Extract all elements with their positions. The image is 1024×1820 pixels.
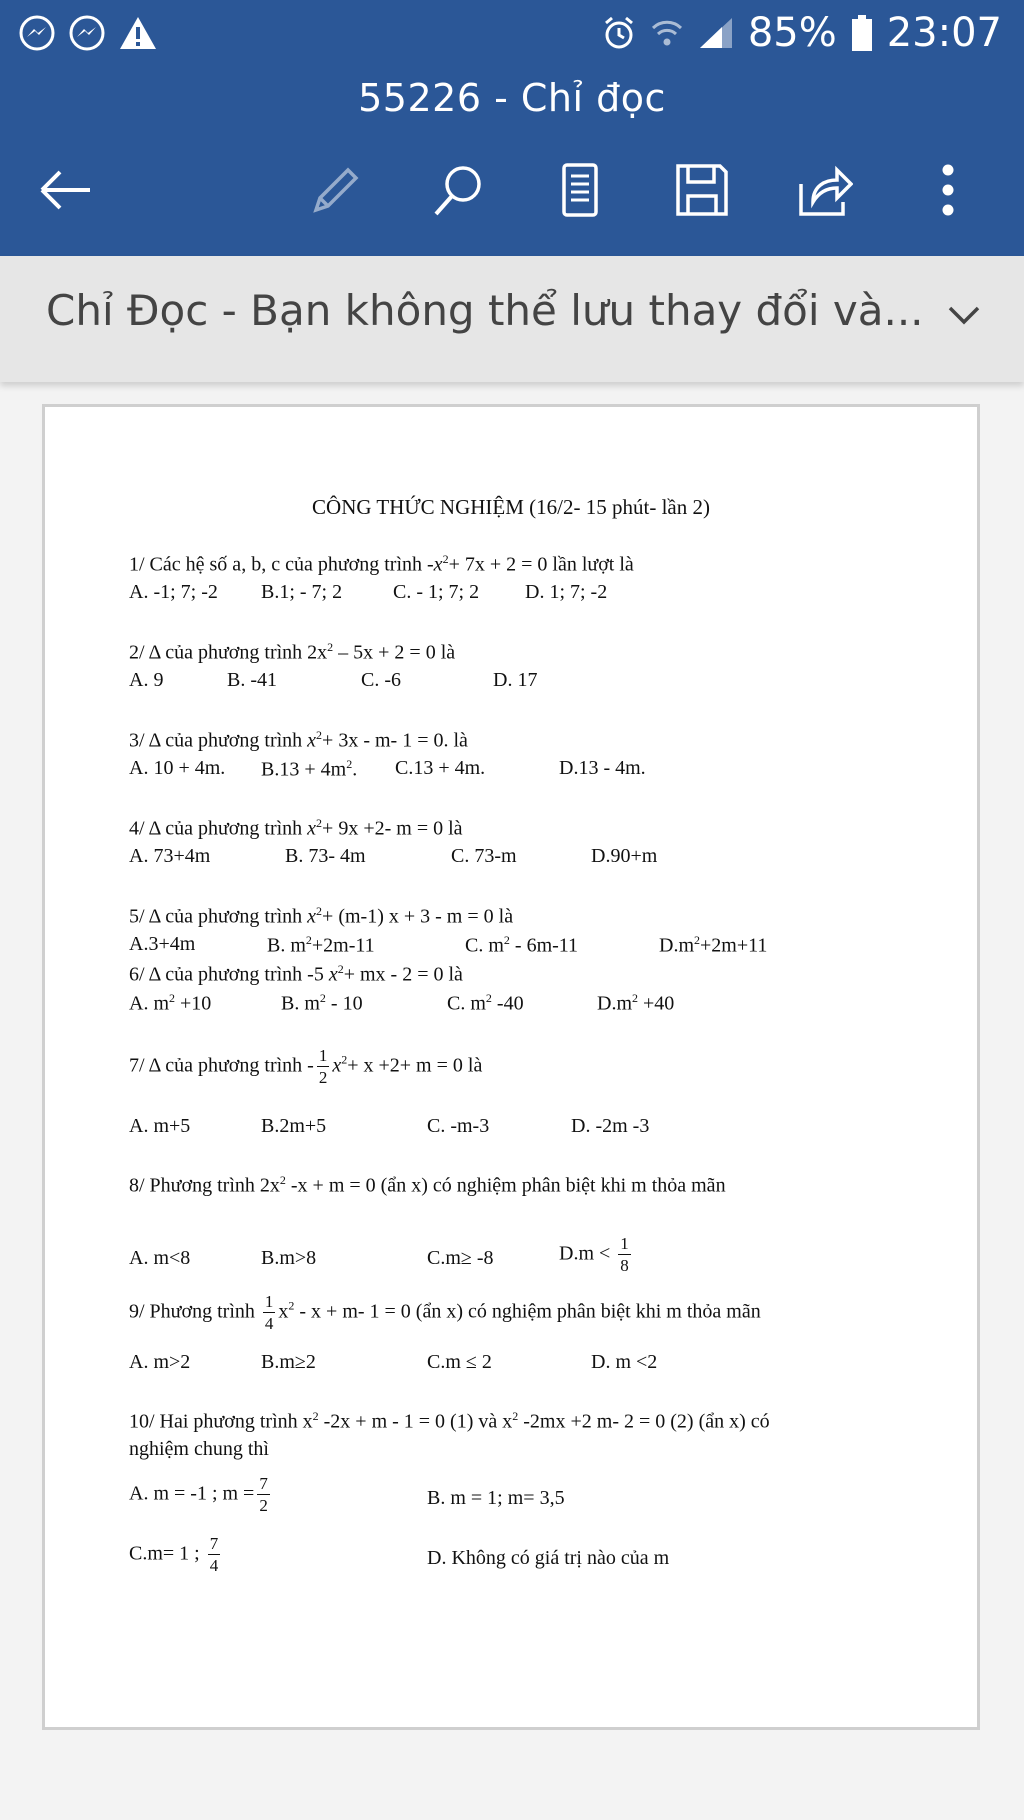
q5-option-a: A.3+4m — [129, 933, 196, 955]
q4-option-c: C. 73-m — [451, 845, 517, 867]
q1-option-c: C. - 1; 7; 2 — [393, 581, 480, 603]
fraction-seven-quarters: $\frac{7}{4}$ — [209, 1534, 219, 1576]
q10-option-b: B. m = 1; m= 3,5 — [427, 1487, 565, 1509]
pencil-icon — [308, 162, 364, 218]
q1-option-d: D. 1; 7; -2 — [525, 581, 608, 603]
q4-option-d: D.90+m — [591, 845, 658, 867]
question-3: 3/ Δ của phương trình $x^2+ 3x - m-$ 1 = 0. là — [129, 728, 468, 752]
q7-option-c: C. -m-3 — [427, 1115, 490, 1137]
fraction-one-eighth: $\frac{1}{8}$ — [620, 1234, 629, 1276]
banner-message: Chỉ Đọc - Bạn không thể lưu thay đổi và... — [46, 286, 924, 335]
document-title: 55226 - Chỉ đọc — [358, 76, 666, 120]
question-10: 10/ Hai phương trình $x^2$ -2x + m - 1 = 0 (1) và $x^2$ -2mx +2 m- 2 = 0 (2) (ẩn x) có — [129, 1409, 770, 1433]
search-icon — [430, 162, 486, 218]
fraction-seven-halves: $\frac{7}{2}$ — [259, 1474, 268, 1516]
save-button[interactable] — [672, 160, 732, 220]
warning-icon — [118, 14, 158, 52]
question-5: 5/ Δ của phương trình $x^2+ (m-1) x + 3 - m = 0$ là — [129, 904, 514, 928]
q7-option-d: D. -2m -3 — [571, 1115, 650, 1137]
q8-option-d: D.m < $\frac{1}{8}$ — [559, 1234, 629, 1276]
q10-option-d: D. Không có giá trị nào của m — [427, 1547, 670, 1569]
clock: 23:07 — [886, 10, 1002, 56]
q9-option-c: C.m ≤ 2 — [427, 1351, 492, 1373]
q2-option-a: A. 9 — [129, 669, 164, 691]
q2-option-b: B. -41 — [227, 669, 277, 691]
wifi-icon — [650, 16, 684, 50]
q8-option-a: A. m<8 — [129, 1247, 191, 1269]
q7-option-a: A. m+5 — [129, 1115, 191, 1137]
reading-view-button[interactable] — [550, 160, 610, 220]
q3-option-d: D.13 - 4m. — [559, 757, 646, 779]
share-button[interactable] — [794, 160, 854, 220]
share-icon — [795, 162, 853, 218]
q3-option-b: $B.13 + 4m^2$. — [261, 757, 358, 781]
q10-option-a: A. m = -1 ; m = $\frac{7}{2}$ — [129, 1474, 268, 1516]
app-bar — [0, 68, 1024, 256]
edit-button[interactable] — [306, 160, 366, 220]
question-8: 8/ Phương trình $2x^2$ -x + m = 0 (ẩn x) có nghiệm phân biệt khi m thỏa mãn — [129, 1173, 726, 1197]
q4-option-a: A. 73+4m — [129, 845, 211, 867]
q5-option-b: B. $m^2+2m-11$ — [267, 933, 375, 957]
more-options-button[interactable] — [918, 160, 978, 220]
fraction-one-half: $\frac{1}{2}$ — [318, 1046, 328, 1088]
battery-icon — [851, 14, 873, 52]
q1-option-b: B.1; - 7; 2 — [261, 581, 343, 603]
more-icon — [938, 162, 958, 218]
q1-option-a: A. -1; 7; -2 — [129, 581, 218, 603]
question-9: 9/ Phương trình $\frac{1}{4}$ $x^2 - x + m-$ 1 = 0 (ẩn x) có nghiệm phân biệt khi m thỏa mãn — [129, 1292, 761, 1334]
q6-option-c: C. $m^2$ -40 — [447, 991, 524, 1015]
q6-option-b: B. $m^2 - 10$ — [281, 991, 363, 1015]
question-7: 7/ Δ của phương trình - $\frac{1}{2}$ $x^2+ x +2+ m = 0$ là — [129, 1046, 483, 1088]
q7-option-b: B.2m+5 — [261, 1115, 327, 1137]
question-6: 6/ Δ của phương trình -5 $x^2+$ mx - 2 = 0 là — [129, 962, 463, 986]
question-1: 1/ Các hệ số a, b, c của phương trình $-x^2+ 7x + 2 = 0$ lần lượt là — [129, 552, 634, 576]
search-button[interactable] — [428, 160, 488, 220]
q2-option-d: D. 17 — [493, 669, 538, 691]
question-4: 4/ Δ của phương trình $x^2+ 9x +2-$ m = 0 là — [129, 816, 463, 840]
read-only-banner[interactable] — [0, 256, 1024, 382]
q8-option-c: C.m≥ -8 — [427, 1247, 494, 1269]
alarm-icon — [602, 15, 636, 51]
q5-option-c: C. $m^2 - 6m-11$ — [465, 933, 579, 957]
q2-option-c: C. -6 — [361, 669, 401, 691]
q4-option-b: B. 73- 4m — [285, 845, 366, 867]
back-arrow-icon — [38, 168, 94, 212]
signal-icon — [698, 16, 734, 50]
battery-percent: 85% — [747, 10, 837, 56]
chevron-down-icon[interactable] — [946, 304, 982, 328]
q3-option-c: C.13 + 4m. — [395, 757, 486, 779]
q5-option-d: $D.m^2+2m+11$ — [659, 933, 768, 957]
messenger-icon — [18, 14, 56, 52]
q8-option-b: B.m>8 — [261, 1247, 317, 1269]
q9-option-a: A. m>2 — [129, 1351, 191, 1373]
save-icon — [674, 162, 730, 218]
reading-view-icon — [560, 162, 600, 218]
q6-option-a: A. $m^2 +10$ — [129, 991, 212, 1015]
q10-option-c: C.m= 1 ; $\frac{7}{4}$ — [129, 1534, 219, 1576]
q6-option-d: $D.m^2 +40$ — [597, 991, 675, 1015]
messenger-icon — [68, 14, 106, 52]
question-2: 2/ Δ của phương trình $2x^2 - 5x + 2 = 0$ là — [129, 640, 456, 664]
q9-option-d: D. m <2 — [591, 1351, 658, 1373]
worksheet-title: CÔNG THỨC NGHIỆM (16/2- 15 phút- lần 2) — [312, 495, 710, 519]
status-bar — [0, 0, 1024, 68]
q9-option-b: B.m≥2 — [261, 1351, 316, 1373]
q3-option-a: A. 10 + 4m. — [129, 757, 226, 779]
document-page — [42, 404, 980, 1730]
back-button[interactable] — [36, 160, 96, 220]
fraction-one-quarter: $\frac{1}{4}$ — [264, 1292, 274, 1334]
question-10-line-2: nghiệm chung thì — [129, 1438, 269, 1460]
